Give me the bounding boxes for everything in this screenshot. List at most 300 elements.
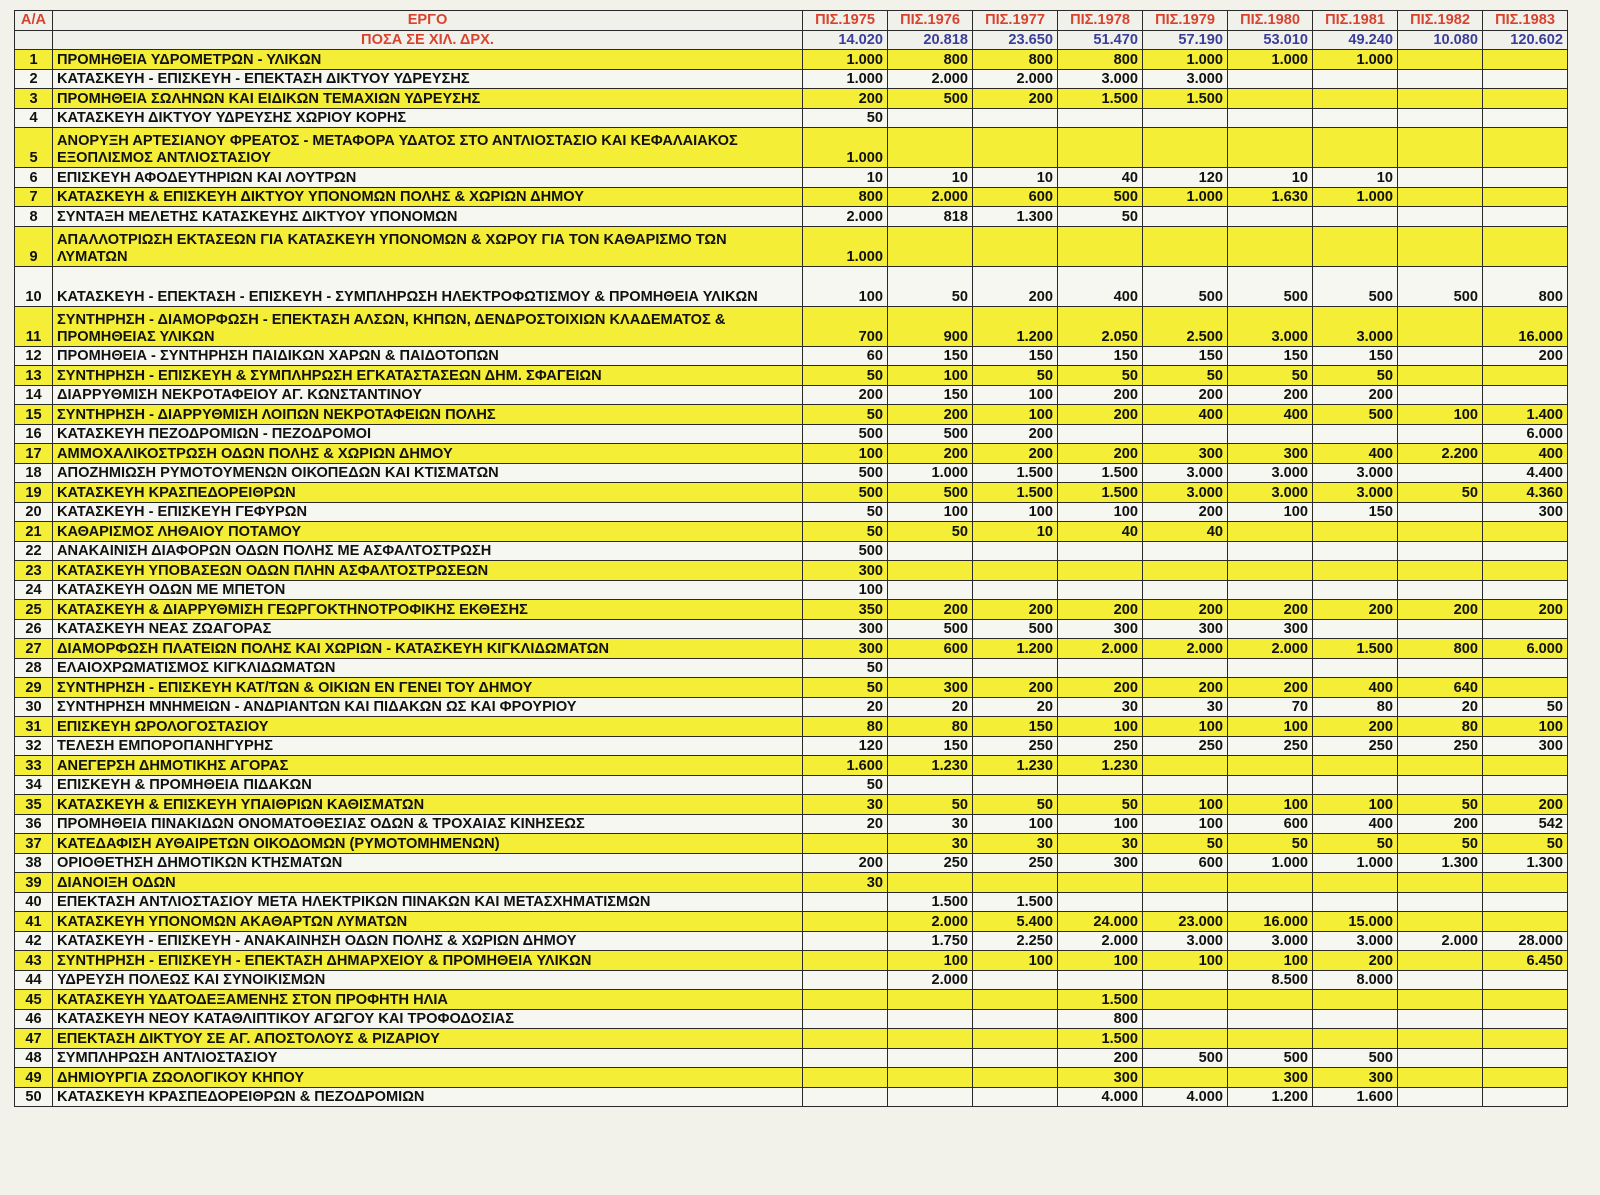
amount-cell: 100: [973, 814, 1058, 834]
amount-cell: 1.000: [1313, 187, 1398, 207]
amount-cell: 50: [1483, 697, 1568, 717]
amount-cell: 3.000: [1228, 483, 1313, 503]
project-description: ΣΥΝΤΗΡΗΣΗ ΜΝΗΜΕΙΩΝ - ΑΝΔΡΙΑΝΤΩΝ ΚΑΙ ΠΙΔΑΚΩΝ ΩΣ ΚΑΙ ΦΡΟΥΡΙΟΥ: [53, 697, 803, 717]
amount-cell: 200: [1058, 1048, 1143, 1068]
amount-cell: 2.000: [803, 207, 888, 227]
amount-cell: 100: [973, 502, 1058, 522]
row-number: 41: [15, 912, 53, 932]
row-number: 3: [15, 89, 53, 109]
amount-cell: 3.000: [1313, 931, 1398, 951]
row-number: 50: [15, 1087, 53, 1107]
amount-cell: 50: [1313, 834, 1398, 854]
amount-cell: [888, 561, 973, 581]
amount-cell: [1143, 108, 1228, 128]
project-description: ΕΠΕΚΤΑΣΗ ΔΙΚΤΥΟΥ ΣΕ ΑΓ. ΑΠΟΣΤΟΛΟΥΣ & ΡΙΖΑΡΙΟΥ: [53, 1029, 803, 1049]
project-description: ΚΑΤΑΣΚΕΥΗ ΚΡΑΣΠΕΔΟΡΕΙΘΡΩΝ & ΠΕΖΟΔΡΟΜΙΩΝ: [53, 1087, 803, 1107]
amount-cell: 500: [1398, 266, 1483, 306]
amount-cell: 200: [1313, 385, 1398, 405]
amount-cell: [1313, 619, 1398, 639]
amount-cell: [973, 873, 1058, 893]
amount-cell: 1.600: [803, 756, 888, 776]
amount-cell: [1483, 561, 1568, 581]
table-row: [15, 207, 1568, 227]
amount-cell: 700: [803, 306, 888, 346]
table-row: [15, 619, 1568, 639]
row-number: 48: [15, 1048, 53, 1068]
row-number: 33: [15, 756, 53, 776]
amount-cell: 100: [888, 502, 973, 522]
amount-cell: 800: [888, 50, 973, 70]
amount-cell: [1143, 990, 1228, 1010]
amount-cell: [1398, 756, 1483, 776]
table-row: [15, 128, 1568, 168]
amount-cell: [1228, 580, 1313, 600]
amount-cell: 1.500: [1058, 990, 1143, 1010]
amount-cell: 1.000: [1228, 50, 1313, 70]
amount-cell: 20: [973, 697, 1058, 717]
row-number: 28: [15, 658, 53, 678]
project-description: ΕΠΙΣΚΕΥΗ & ΠΡΟΜΗΘΕΙΑ ΠΙΔΑΚΩΝ: [53, 775, 803, 795]
table-row: [15, 736, 1568, 756]
table-row: [15, 814, 1568, 834]
amount-cell: 50: [973, 366, 1058, 386]
amount-cell: 50: [888, 266, 973, 306]
amount-cell: [1313, 108, 1398, 128]
amount-cell: [1483, 108, 1568, 128]
table-row: [15, 405, 1568, 425]
amount-cell: 80: [1313, 697, 1398, 717]
table-row: [15, 366, 1568, 386]
amount-cell: [973, 658, 1058, 678]
amount-cell: 16.000: [1483, 306, 1568, 346]
amount-cell: [1398, 1009, 1483, 1029]
amount-cell: 1.300: [973, 207, 1058, 227]
amount-cell: 100: [1058, 814, 1143, 834]
amount-cell: 1.500: [973, 892, 1058, 912]
amount-cell: 50: [1483, 834, 1568, 854]
table-row: [15, 697, 1568, 717]
amount-cell: 50: [973, 795, 1058, 815]
amount-cell: [1143, 128, 1228, 168]
amount-cell: 2.000: [888, 970, 973, 990]
amount-cell: 1.300: [1483, 853, 1568, 873]
amount-cell: [1398, 970, 1483, 990]
amount-cell: [888, 1087, 973, 1107]
amount-cell: 100: [1058, 951, 1143, 971]
amount-cell: 40: [1058, 168, 1143, 188]
amount-cell: [1398, 619, 1483, 639]
amount-cell: 150: [1143, 346, 1228, 366]
amount-cell: [803, 931, 888, 951]
amount-cell: [973, 1048, 1058, 1068]
amount-cell: 50: [803, 678, 888, 698]
amount-cell: [1228, 892, 1313, 912]
amount-cell: [1313, 990, 1398, 1010]
year-header: ΠΙΣ.1982: [1398, 11, 1483, 31]
amount-cell: 1.500: [1058, 1029, 1143, 1049]
row-number: 46: [15, 1009, 53, 1029]
amount-cell: [1398, 463, 1483, 483]
amount-cell: 400: [1313, 444, 1398, 464]
year-header: ΠΙΣ.1983: [1483, 11, 1568, 31]
amount-cell: 40: [1058, 522, 1143, 542]
table-row: [15, 187, 1568, 207]
amount-cell: 600: [1228, 814, 1313, 834]
table-row: [15, 678, 1568, 698]
amount-cell: 250: [1143, 736, 1228, 756]
amount-cell: 800: [1058, 50, 1143, 70]
row-number: 19: [15, 483, 53, 503]
amount-cell: 200: [1143, 385, 1228, 405]
table-row: [15, 89, 1568, 109]
table-row: [15, 756, 1568, 776]
amount-cell: 250: [973, 853, 1058, 873]
project-description: ΚΑΤΑΣΚΕΥΗ ΟΔΩΝ ΜΕ ΜΠΕΤΟΝ: [53, 580, 803, 600]
amount-cell: [1143, 970, 1228, 990]
amount-cell: 800: [973, 50, 1058, 70]
amount-cell: 500: [1143, 1048, 1228, 1068]
amount-cell: 200: [1058, 678, 1143, 698]
amount-cell: 300: [803, 639, 888, 659]
table-row: [15, 990, 1568, 1010]
row-number: 5: [15, 128, 53, 168]
amount-cell: [1483, 168, 1568, 188]
amount-cell: [1483, 912, 1568, 932]
amount-cell: 50: [803, 366, 888, 386]
amount-cell: [1398, 89, 1483, 109]
amount-cell: [1398, 1068, 1483, 1088]
project-description: ΔΙΑΜΟΡΦΩΣΗ ΠΛΑΤΕΙΩΝ ΠΟΛΗΣ ΚΑΙ ΧΩΡΙΩΝ - ΚΑΤΑΣΚΕΥΗ ΚΙΓΚΛΙΔΩΜΑΤΩΝ: [53, 639, 803, 659]
table-row: [15, 951, 1568, 971]
project-description: ΣΥΜΠΛΗΡΩΣΗ ΑΝΤΛΙΟΣΤΑΣΙΟΥ: [53, 1048, 803, 1068]
amount-cell: 50: [803, 108, 888, 128]
amount-cell: 50: [1143, 834, 1228, 854]
amount-cell: [1483, 892, 1568, 912]
amount-cell: 1.500: [973, 463, 1058, 483]
amount-cell: [888, 658, 973, 678]
amount-cell: [1228, 424, 1313, 444]
amount-cell: [1313, 207, 1398, 227]
table-row: [15, 266, 1568, 306]
row-number: 18: [15, 463, 53, 483]
amount-cell: 250: [973, 736, 1058, 756]
row-number: 21: [15, 522, 53, 542]
amount-cell: 250: [1398, 736, 1483, 756]
amount-cell: [1313, 541, 1398, 561]
table-row: [15, 463, 1568, 483]
amount-cell: 60: [803, 346, 888, 366]
project-description: ΚΑΤΑΣΚΕΥΗ ΝΕΟΥ ΚΑΤΑΘΛΙΠΤΙΚΟΥ ΑΓΩΓΟΥ ΚΑΙ ΤΡΟΦΟΔΟΣΙΑΣ: [53, 1009, 803, 1029]
table-row: [15, 1009, 1568, 1029]
amount-cell: 100: [1313, 795, 1398, 815]
amount-cell: [1398, 951, 1483, 971]
amount-cell: [1143, 1009, 1228, 1029]
amount-cell: 500: [888, 89, 973, 109]
amount-cell: [1143, 658, 1228, 678]
project-description: ΚΑΤΑΣΚΕΥΗ ΥΠΟΒΑΣΕΩΝ ΟΔΩΝ ΠΛΗΝ ΑΣΦΑΛΤΟΣΤΡΩΣΕΩΝ: [53, 561, 803, 581]
amount-cell: [973, 1087, 1058, 1107]
amount-cell: 30: [973, 834, 1058, 854]
row-number: 38: [15, 853, 53, 873]
amount-cell: [1058, 424, 1143, 444]
row-number: 26: [15, 619, 53, 639]
amount-cell: 200: [1483, 600, 1568, 620]
amount-cell: 350: [803, 600, 888, 620]
amount-cell: 200: [1058, 600, 1143, 620]
table-row: [15, 795, 1568, 815]
amount-cell: 3.000: [1143, 931, 1228, 951]
amount-cell: [973, 541, 1058, 561]
project-description: ΚΑΤΑΣΚΕΥΗ & ΔΙΑΡΡΥΘΜΙΣΗ ΓΕΩΡΓΟΚΤΗΝΟΤΡΟΦΙΚΗΣ ΕΚΘΕΣΗΣ: [53, 600, 803, 620]
amount-cell: 300: [1228, 444, 1313, 464]
amount-cell: 10: [973, 522, 1058, 542]
row-number: 24: [15, 580, 53, 600]
amount-cell: [803, 951, 888, 971]
amount-cell: 100: [1143, 814, 1228, 834]
year-header: ΠΙΣ.1981: [1313, 11, 1398, 31]
amount-cell: 2.000: [888, 912, 973, 932]
row-number: 15: [15, 405, 53, 425]
amount-cell: [1398, 226, 1483, 266]
amount-cell: 3.000: [1228, 463, 1313, 483]
amount-cell: 100: [1228, 717, 1313, 737]
amount-cell: [1228, 658, 1313, 678]
amount-cell: [803, 970, 888, 990]
amount-cell: 6.000: [1483, 639, 1568, 659]
amount-cell: [803, 1087, 888, 1107]
amount-cell: 800: [1483, 266, 1568, 306]
amount-cell: [1228, 541, 1313, 561]
row-number: 17: [15, 444, 53, 464]
totals-row: [15, 30, 1568, 50]
table-row: [15, 717, 1568, 737]
project-description: ΤΕΛΕΣΗ ΕΜΠΟΡΟΠΑΝΗΓΥΡΗΣ: [53, 736, 803, 756]
totals-label: ΠΟΣΑ ΣΕ ΧΙΛ. ΔΡΧ.: [53, 30, 803, 50]
amount-cell: [973, 128, 1058, 168]
amount-cell: 100: [973, 385, 1058, 405]
row-number: 1: [15, 50, 53, 70]
amount-cell: [1143, 756, 1228, 776]
amount-cell: 100: [803, 444, 888, 464]
amount-cell: [1313, 580, 1398, 600]
amount-cell: 200: [1228, 600, 1313, 620]
amount-cell: [1398, 990, 1483, 1010]
project-header: ΕΡΓΟ: [53, 11, 803, 31]
amount-cell: [1483, 187, 1568, 207]
amount-cell: 3.000: [1313, 306, 1398, 346]
amount-cell: 100: [803, 580, 888, 600]
amount-cell: [1228, 89, 1313, 109]
amount-cell: [1058, 892, 1143, 912]
amount-cell: [1398, 69, 1483, 89]
amount-cell: 400: [1313, 814, 1398, 834]
amount-cell: 200: [803, 853, 888, 873]
amount-cell: 30: [888, 814, 973, 834]
amount-cell: [1483, 69, 1568, 89]
amount-cell: 6.450: [1483, 951, 1568, 971]
amount-cell: [973, 580, 1058, 600]
amount-cell: 250: [1058, 736, 1143, 756]
amount-cell: 200: [1483, 795, 1568, 815]
table-body: [15, 11, 1568, 1107]
amount-cell: [1228, 1009, 1313, 1029]
project-description: ΣΥΝΤΑΞΗ ΜΕΛΕΤΗΣ ΚΑΤΑΣΚΕΥΗΣ ΔΙΚΤΥΟΥ ΥΠΟΝΟΜΩΝ: [53, 207, 803, 227]
amount-cell: [1313, 128, 1398, 168]
amount-cell: 300: [1143, 619, 1228, 639]
amount-cell: [1313, 69, 1398, 89]
year-total: 20.818: [888, 30, 973, 50]
amount-cell: [1398, 658, 1483, 678]
amount-cell: [888, 990, 973, 1010]
amount-cell: 20: [1398, 697, 1483, 717]
project-description: ΔΙΑΝΟΙΞΗ ΟΔΩΝ: [53, 873, 803, 893]
project-description: ΣΥΝΤΗΡΗΣΗ - ΕΠΙΣΚΕΥΗ ΚΑΤ/ΤΩΝ & ΟΙΚΙΩΝ ΕΝ ΓΕΝΕΙ ΤΟΥ ΔΗΜΟΥ: [53, 678, 803, 698]
amount-cell: [888, 226, 973, 266]
amount-cell: 200: [1143, 600, 1228, 620]
amount-cell: 30: [888, 834, 973, 854]
table-row: [15, 639, 1568, 659]
amount-cell: 300: [1058, 1068, 1143, 1088]
amount-cell: 4.000: [1143, 1087, 1228, 1107]
amount-cell: [1228, 69, 1313, 89]
amount-cell: 1.300: [1398, 853, 1483, 873]
project-description: ΕΠΙΣΚΕΥΗ ΑΦΟΔΕΥΤΗΡΙΩΝ ΚΑΙ ΛΟΥΤΡΩΝ: [53, 168, 803, 188]
amount-cell: 4.400: [1483, 463, 1568, 483]
amount-cell: 50: [1228, 834, 1313, 854]
row-number: 30: [15, 697, 53, 717]
amount-cell: 1.200: [973, 639, 1058, 659]
amount-cell: 10: [973, 168, 1058, 188]
amount-cell: [1313, 1029, 1398, 1049]
amount-cell: 200: [888, 405, 973, 425]
row-number: 47: [15, 1029, 53, 1049]
amount-cell: 200: [973, 678, 1058, 698]
amount-cell: 150: [973, 346, 1058, 366]
amount-cell: 400: [1143, 405, 1228, 425]
amount-cell: 1.000: [1228, 853, 1313, 873]
row-number: 39: [15, 873, 53, 893]
amount-cell: [1228, 1029, 1313, 1049]
amount-cell: 30: [1058, 834, 1143, 854]
amount-cell: 100: [1228, 795, 1313, 815]
amount-cell: [1483, 1029, 1568, 1049]
amount-cell: [1483, 678, 1568, 698]
amount-cell: [1143, 775, 1228, 795]
table-row: [15, 1048, 1568, 1068]
amount-cell: 1.000: [803, 50, 888, 70]
amount-cell: 80: [1398, 717, 1483, 737]
amount-cell: 500: [1313, 405, 1398, 425]
amount-cell: [1483, 366, 1568, 386]
table-row: [15, 226, 1568, 266]
amount-cell: [1483, 522, 1568, 542]
project-description: ΠΡΟΜΗΘΕΙΑ ΠΙΝΑΚΙΔΩΝ ΟΝΟΜΑΤΟΘΕΣΙΑΣ ΟΔΩΝ & ΤΡΟΧΑΙΑΣ ΚΙΝΗΣΕΩΣ: [53, 814, 803, 834]
amount-cell: 1.400: [1483, 405, 1568, 425]
amount-cell: 4.000: [1058, 1087, 1143, 1107]
amount-cell: [1058, 580, 1143, 600]
table-row: [15, 658, 1568, 678]
amount-cell: [1143, 892, 1228, 912]
amount-cell: 818: [888, 207, 973, 227]
amount-cell: [1483, 541, 1568, 561]
table-row: [15, 168, 1568, 188]
amount-cell: [1483, 128, 1568, 168]
amount-cell: [888, 1029, 973, 1049]
amount-cell: 600: [1143, 853, 1228, 873]
amount-cell: 50: [1228, 366, 1313, 386]
amount-cell: 500: [803, 541, 888, 561]
amount-cell: [1143, 561, 1228, 581]
row-number: 35: [15, 795, 53, 815]
table-row: [15, 502, 1568, 522]
amount-cell: [1228, 207, 1313, 227]
table-row: [15, 970, 1568, 990]
project-description: ΑΝΟΡΥΞΗ ΑΡΤΕΣΙΑΝΟΥ ΦΡΕΑΤΟΣ - ΜΕΤΑΦΟΡΑ ΥΔΑΤΟΣ ΣΤΟ ΑΝΤΛΙΟΣΤΑΣΙΟ ΚΑΙ ΚΕΦΑΛΑΙΑΚΟΣ ΕΞΟΠΛΙΣΜΟΣ ΑΝΤΛΙΟΣΤΑΣΙΟΥ: [53, 128, 803, 168]
table-row: [15, 834, 1568, 854]
amount-cell: [1058, 128, 1143, 168]
amount-cell: 2.000: [973, 69, 1058, 89]
amount-cell: 1.000: [803, 69, 888, 89]
project-description: ΑΜΜΟΧΑΛΙΚΟΣΤΡΩΣΗ ΟΔΩΝ ΠΟΛΗΣ & ΧΩΡΙΩΝ ΔΗΜΟΥ: [53, 444, 803, 464]
amount-cell: [1398, 873, 1483, 893]
amount-cell: 3.000: [1143, 69, 1228, 89]
table-row: [15, 580, 1568, 600]
amount-cell: [1398, 366, 1483, 386]
row-number: 34: [15, 775, 53, 795]
amount-cell: [1313, 892, 1398, 912]
project-description: ΚΑΤΑΣΚΕΥΗ ΥΔΑΤΟΔΕΞΑΜΕΝΗΣ ΣΤΟΝ ΠΡΟΦΗΤΗ ΗΛΙΑ: [53, 990, 803, 1010]
amount-cell: [1483, 990, 1568, 1010]
table-row: [15, 931, 1568, 951]
amount-cell: [1058, 108, 1143, 128]
project-description: ΚΑΤΑΣΚΕΥΗ ΠΕΖΟΔΡΟΜΙΩΝ - ΠΕΖΟΔΡΟΜΟΙ: [53, 424, 803, 444]
amount-cell: [1313, 226, 1398, 266]
amount-cell: 500: [803, 463, 888, 483]
row-number: 32: [15, 736, 53, 756]
amount-cell: 2.000: [888, 69, 973, 89]
amount-cell: 2.000: [1228, 639, 1313, 659]
year-total: 49.240: [1313, 30, 1398, 50]
amount-cell: 640: [1398, 678, 1483, 698]
amount-cell: 500: [973, 619, 1058, 639]
amount-cell: 100: [973, 405, 1058, 425]
row-number: 11: [15, 306, 53, 346]
amount-cell: [1483, 619, 1568, 639]
amount-cell: [1143, 226, 1228, 266]
amount-cell: 50: [1313, 366, 1398, 386]
amount-cell: 400: [1483, 444, 1568, 464]
row-number: 44: [15, 970, 53, 990]
amount-cell: 300: [1058, 853, 1143, 873]
project-description: ΠΡΟΜΗΘΕΙΑ ΥΔΡΟΜΕΤΡΩΝ - ΥΛΙΚΩΝ: [53, 50, 803, 70]
amount-cell: [888, 108, 973, 128]
year-total: 57.190: [1143, 30, 1228, 50]
amount-cell: 50: [1143, 366, 1228, 386]
amount-cell: 50: [1398, 834, 1483, 854]
amount-cell: [888, 580, 973, 600]
project-description: ΕΠΙΣΚΕΥΗ ΩΡΟΛΟΓΟΣΤΑΣΙΟΥ: [53, 717, 803, 737]
amount-cell: 2.500: [1143, 306, 1228, 346]
project-description: ΚΑΤΑΣΚΕΥΗ & ΕΠΙΣΚΕΥΗ ΔΙΚΤΥΟΥ ΥΠΟΝΟΜΩΝ ΠΟΛΗΣ & ΧΩΡΙΩΝ ΔΗΜΟΥ: [53, 187, 803, 207]
amount-cell: [1228, 756, 1313, 776]
amount-cell: [888, 1009, 973, 1029]
project-description: ΠΡΟΜΗΘΕΙΑ ΣΩΛΗΝΩΝ ΚΑΙ ΕΙΔΙΚΩΝ ΤΕΜΑΧΙΩΝ ΥΔΡΕΥΣΗΣ: [53, 89, 803, 109]
year-total: 51.470: [1058, 30, 1143, 50]
amount-cell: [1398, 541, 1483, 561]
amount-cell: 200: [803, 89, 888, 109]
amount-cell: 3.000: [1228, 931, 1313, 951]
project-description: ΚΑΤΑΣΚΕΥΗ - ΕΠΕΚΤΑΣΗ - ΕΠΙΣΚΕΥΗ - ΣΥΜΠΛΗΡΩΣΗ ΗΛΕΚΤΡΟΦΩΤΙΣΜΟΥ & ΠΡΟΜΗΘΕΙΑ ΥΛΙΚΩΝ: [53, 266, 803, 306]
